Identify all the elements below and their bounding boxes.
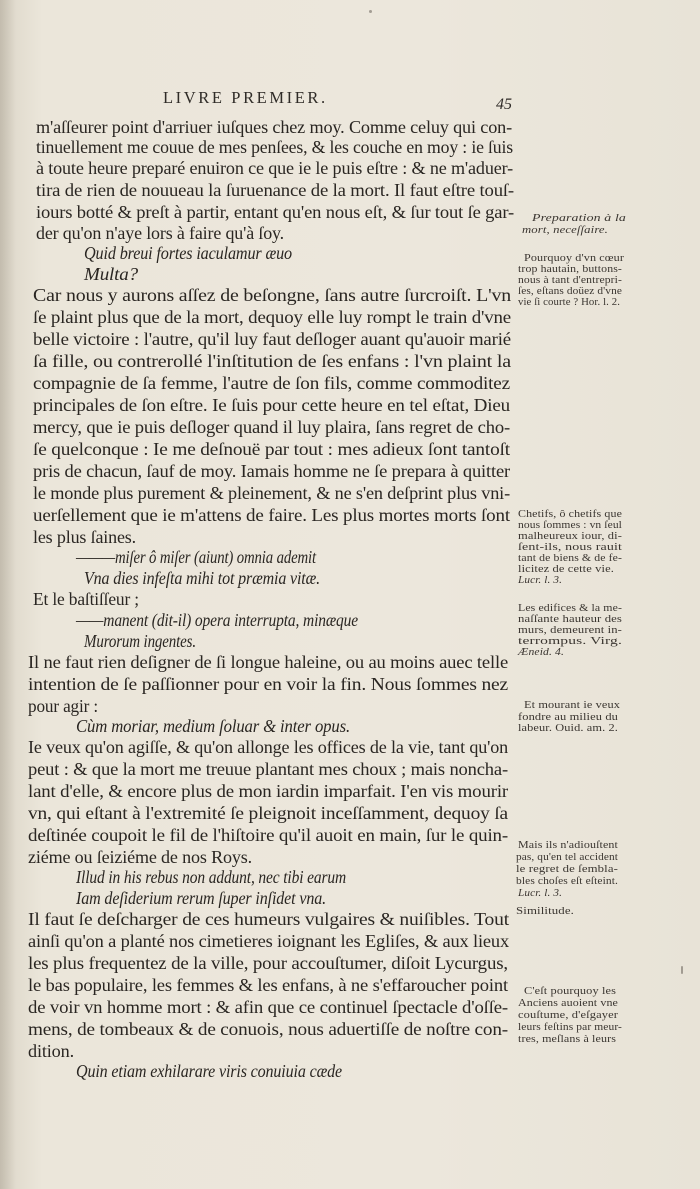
margin-note-line: le regret de ſembla- bbox=[516, 864, 619, 875]
page-number: 45 bbox=[496, 96, 512, 113]
ink-speck bbox=[369, 10, 372, 13]
text-line: dition. bbox=[28, 1041, 75, 1061]
margin-note-line: leurs feſtins par meur- bbox=[518, 1022, 622, 1033]
text-line: ſa fille, ou contrerollé l'inſtitution de ſes enfans : l'vn plaint la bbox=[33, 351, 512, 371]
text-line: uerſellement que ie m'attens de faire. Les plus mortes morts ſont bbox=[33, 505, 510, 525]
text-line: Et le baſtiſſeur ; bbox=[33, 589, 140, 609]
margin-note-line: nous ſommes : vn ſeul bbox=[518, 520, 623, 531]
ink-speck bbox=[681, 966, 683, 974]
text-line: pris de chacun, ſauf de moy. Iamais homme ne ſe prepara à quitter bbox=[33, 461, 511, 481]
text-line: intention de ſe paſſionner pour en voir la fin. Nous ſommes nez bbox=[28, 674, 509, 694]
text-line: Illud in his rebus non addunt, nec tibi earum bbox=[76, 867, 347, 887]
margin-note-line: vie ſi courte ? Hor. l. 2. bbox=[518, 297, 621, 308]
text-line: les plus frequentez de la ville, pour accouſtumer, diſoit Lycurgus, bbox=[28, 953, 508, 973]
page-header bbox=[0, 88, 700, 112]
margin-note-line: fondre au milieu du bbox=[518, 712, 619, 723]
text-line: ſe quelconque : Ie me deſnouë par tout : mes adieux ſont tantoſt bbox=[33, 439, 510, 459]
text-line: Car nous y aurons aſſez de beſongne, ſans autre ſurcroiſt. L'vn bbox=[33, 285, 511, 305]
text-line: Murorum ingentes. bbox=[84, 631, 196, 651]
text-line: vn, qui eſtant à l'extremité ſe pleignoit inceſſamment, dequoy ſa bbox=[28, 803, 508, 823]
margin-note-line: murs, demeurent in- bbox=[518, 625, 623, 636]
margin-note-line: bles choſes eſt eſteint. bbox=[516, 876, 618, 887]
text-line: le monde plus purement & pleinement, & ne s'en deſprint plus vni- bbox=[33, 483, 511, 503]
margin-note-line: licitez de cette vie. bbox=[518, 564, 614, 575]
text-line: le bas populaire, les femmes & les enfans, à ne s'effaroucher point bbox=[28, 975, 509, 995]
margin-note-line: Lucr. l. 3. bbox=[518, 575, 562, 586]
text-line: compagnie de ſa femme, l'autre de ſon fils, comme commoditez bbox=[33, 373, 510, 393]
text-line: peut : & que la mort me treuue plantant mes choux ; mais noncha- bbox=[28, 759, 508, 779]
margin-note-line: ſes, eſtans doüez d'vne bbox=[518, 286, 622, 297]
margin-note-line: pas, qu'en tel accident bbox=[516, 852, 619, 863]
margin-note-line: couſtume, d'eſgayer bbox=[518, 1010, 618, 1021]
margin-note-line: Similitude. bbox=[516, 906, 575, 917]
margin-note-line: Et mourant ie veux bbox=[524, 700, 621, 711]
margin-note-line: C'eſt pourquoy les bbox=[524, 986, 617, 997]
text-line: deſtinée coupoit le fil de l'hiſtoire qu'il auoit en main, ſur le quin- bbox=[28, 825, 509, 845]
text-line: mens, de tombeaux & de conuois, nous aduertiſſe de noſtre con- bbox=[28, 1019, 508, 1039]
margin-note-line: Chetifs, ô chetifs que bbox=[518, 509, 622, 520]
text-line: lant d'elle, & encore plus de mon iardin imparfait. I'en vis mourir bbox=[28, 781, 509, 801]
running-head: LIVRE PREMIER. bbox=[163, 88, 328, 107]
page-gutter-shadow bbox=[0, 0, 16, 1189]
margin-note-line: terrompus. Virg. bbox=[518, 636, 622, 647]
text-line: der qu'on n'aye lors à faire qu'à ſoy. bbox=[36, 223, 285, 243]
text-line: Il ne faut rien deſigner de ſi longue haleine, ou au moins auec telle bbox=[28, 652, 509, 672]
margin-note-line: nous à tant d'entrepri- bbox=[518, 275, 623, 286]
text-line: ———miſer ô miſer (aiunt) omnia ademit bbox=[76, 547, 316, 567]
margin-note-line: labeur. Ouid. am. 2. bbox=[518, 723, 619, 734]
margin-note-line: trop hautain, buttons- bbox=[518, 264, 623, 275]
text-line: les plus ſaines. bbox=[33, 527, 136, 547]
text-line: Il faut ſe deſcharger de ces humeurs vulgaires & nuiſibles. Tout bbox=[28, 909, 509, 929]
text-line: Iam deſiderium rerum ſuper inſidet vna. bbox=[76, 888, 327, 908]
text-line: mercy, que ie puis deſloger quand il luy plaira, ſans regret de cho- bbox=[33, 417, 511, 437]
text-line: iours botté & preſt à partir, entant qu'en nous eſt, & ſur tout ſe gar- bbox=[36, 202, 514, 222]
text-line: à toute heure preparé enuiron ce que ie le puis eſtre : & ne m'aduer- bbox=[36, 158, 514, 178]
text-line: Quid breui fortes iaculamur æuo bbox=[84, 243, 293, 263]
text-line: Ie veux qu'on agiſſe, & qu'on allonge les offices de la vie, tant qu'on bbox=[28, 737, 508, 757]
text-line: de voir vn homme mort : & afin que ce continuel ſpectacle d'oſſe- bbox=[28, 997, 508, 1017]
text-line: belle victoire : l'autre, qu'il luy faut deſloger auant qu'auoir marié bbox=[33, 329, 511, 349]
text-line: pour agir : bbox=[28, 696, 98, 716]
text-line: Cùm moriar, medium ſoluar & inter opus. bbox=[76, 716, 351, 736]
margin-note-line: Pourquoy d'vn cœur bbox=[524, 253, 625, 264]
margin-note-line: malheureux iour, di- bbox=[518, 531, 623, 542]
text-line: ziéme ou ſeiziéme de nos Roys. bbox=[28, 847, 252, 867]
margin-note-line: Æneid. 4. bbox=[518, 647, 564, 658]
margin-note-line: mort, neceſſaire. bbox=[522, 225, 608, 236]
margin-note-line: Anciens auoient vne bbox=[518, 998, 619, 1009]
margin-note-line: Preparation à la bbox=[532, 213, 626, 224]
margin-note-line: naſſante hauteur des bbox=[518, 614, 623, 625]
text-line: ——manent (dit-il) opera interrupta, minæque bbox=[76, 610, 359, 630]
text-line: Vna dies infeſta mihi tot præmia vitæ. bbox=[84, 568, 321, 588]
margin-note-line: tant de biens & de fe- bbox=[518, 553, 623, 564]
text-line: Quin etiam exhilarare viris conuiuia cæde bbox=[76, 1061, 342, 1081]
text-line: ainſi qu'on a planté nos cimetieres ioignant les Egliſes, & aux lieux bbox=[28, 931, 509, 951]
text-line: m'aſſeurer point d'arriuer iuſques chez moy. Comme celuy qui con- bbox=[36, 117, 512, 137]
text-line: ſe plaint plus que de la mort, dequoy elle luy rompt le train d'vne bbox=[33, 307, 512, 327]
margin-note-line: Mais ils n'adiouſtent bbox=[518, 840, 618, 851]
margin-note-line: ſent-ils, nous rauit bbox=[518, 542, 623, 553]
margin-note-line: Lucr. l. 3. bbox=[518, 888, 562, 899]
text-line: principales de ſon eſtre. Ie ſuis pour cette heure en tel eſtat, Dieu bbox=[33, 395, 510, 415]
text-line: tira de rien de nouueau la ſuruenance de la mort. Il faut eſtre touſ- bbox=[36, 180, 514, 200]
text-line: tinuellement me couue de mes penſees, & les couche en moy : ie ſuis bbox=[36, 137, 514, 157]
text-line: Multa? bbox=[84, 264, 139, 284]
margin-note-line: tres, meſlans à leurs bbox=[518, 1034, 616, 1045]
margin-note-line: Les edifices & la me- bbox=[518, 603, 623, 614]
